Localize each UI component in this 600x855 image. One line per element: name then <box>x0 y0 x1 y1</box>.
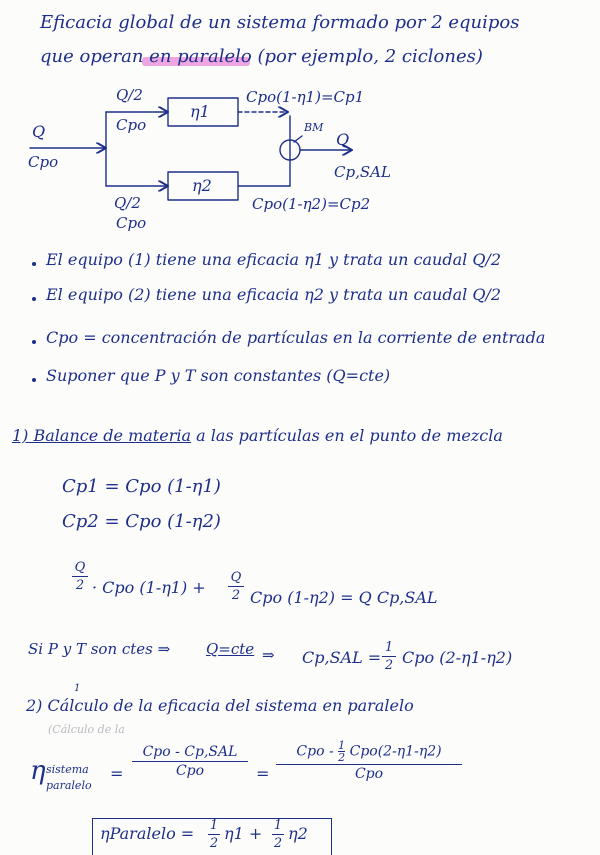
frac-num: 1 <box>273 818 283 833</box>
frac-den: Cpo <box>354 766 384 782</box>
result-term-a: η1 + <box>224 824 263 843</box>
frac-num: 1 <box>384 640 394 655</box>
result-half-b <box>272 818 284 851</box>
equals-1: = <box>110 764 124 783</box>
num2-b: Cpo(2-η1-η2) <box>349 743 442 760</box>
frac-num: 1 <box>209 818 219 833</box>
eta2-label: η2 <box>192 176 212 195</box>
bullet-dot <box>32 297 36 301</box>
bullet-3: Cpo = concentración de partículas en la corriente de entrada <box>46 328 546 347</box>
frac-den: 2 <box>384 658 394 673</box>
equation-balance-part-b: Cpo (1-η2) = Q Cp,SAL <box>250 588 438 607</box>
inline-half <box>338 740 345 763</box>
result-label: ηParalelo = <box>100 824 195 843</box>
fraction-q-over-2-a <box>72 560 88 593</box>
frac-num: Q <box>230 570 242 585</box>
top-flow-label: Q/2 <box>116 86 143 104</box>
frac-den: 2 <box>209 836 219 851</box>
frac-den: 2 <box>338 751 346 764</box>
bullet-dot <box>32 340 36 344</box>
top-conc-label: Cpo <box>116 116 147 134</box>
equation-balance-part-a: · Cpo (1-η1) + <box>92 578 206 597</box>
frac-num-composite <box>276 740 462 763</box>
fraction-q-over-2-b <box>228 570 244 603</box>
bottom-out-label: Cpo(1-η2)=Cp2 <box>252 195 371 213</box>
equals-2: = <box>256 764 270 783</box>
frac-den: 2 <box>273 836 283 851</box>
title-line-1: Eficacia global de un sistema formado por 2 equipos <box>40 12 520 33</box>
inlet-conc-label: Cpo <box>28 153 59 171</box>
frac-num: Q <box>74 560 86 575</box>
eta-sub-paralelo: paralelo <box>46 779 92 792</box>
bullet-4: Suponer que P y T son constantes (Q=cte) <box>46 366 391 385</box>
cp-sal-result-a: Cp,SAL = <box>302 648 382 667</box>
eta-sub-sistema: sistema <box>46 763 89 776</box>
title-part-c: (por ejemplo, 2 ciclones) <box>257 46 483 67</box>
equation-cp2: Cp2 = Cpo (1-η2) <box>62 511 221 532</box>
section1-heading-underlined: 1) Balance de materia <box>12 426 191 445</box>
outlet-flow-label: Q <box>336 130 350 149</box>
title-part-a: que operan <box>40 46 144 67</box>
result-term-b: η2 <box>288 824 308 843</box>
assumption-text: Si P y T son ctes ⇒ <box>28 640 171 658</box>
section2-heading: 2) Cálculo de la eficacia del sistema en paralelo <box>26 696 414 715</box>
frac-den: Cpo <box>175 763 205 779</box>
inlet-flow-label: Q <box>32 122 46 141</box>
frac-den: 2 <box>231 588 241 603</box>
fraction-half <box>382 640 396 673</box>
bullet-dot <box>32 378 36 382</box>
frac-den: 2 <box>75 578 85 593</box>
implies-arrow: ⇒ <box>262 646 275 664</box>
outlet-conc-label: Cp,SAL <box>334 163 391 181</box>
small-mark: 1 <box>74 683 81 694</box>
equation-cp1: Cp1 = Cpo (1-η1) <box>62 476 221 497</box>
frac-num: 1 <box>338 739 346 752</box>
section1-heading-rest: a las partículas en el punto de mezcla <box>196 426 503 445</box>
section1-heading <box>12 428 503 444</box>
title-highlighted: en paralelo <box>149 46 252 67</box>
bm-label: BM <box>304 121 324 134</box>
fraction-efficiency-2 <box>276 740 462 782</box>
num2-a: Cpo - <box>296 743 334 760</box>
result-half-a <box>208 818 220 851</box>
frac-num: Cpo - Cp,SAL <box>142 744 238 760</box>
top-out-label: Cpo(1-η1)=Cp1 <box>246 88 365 106</box>
bm-pointer <box>294 136 302 142</box>
bottom-flow-label: Q/2 <box>114 194 141 212</box>
bullet-1: El equipo (1) tiene una eficacia η1 y trata un caudal Q/2 <box>46 250 501 269</box>
bullet-2: El equipo (2) tiene una eficacia η2 y trata un caudal Q/2 <box>46 285 501 304</box>
bottom-conc-label: Cpo <box>116 214 147 232</box>
eta1-label: η1 <box>190 102 210 121</box>
eta-symbol: η <box>30 756 46 786</box>
bullet-dot <box>32 262 36 266</box>
faded-note: (Cálculo de la <box>48 723 125 736</box>
cp-sal-result-b: Cpo (2-η1-η2) <box>402 648 513 667</box>
fraction-efficiency-1 <box>132 744 248 779</box>
q-constant: Q=cte <box>206 640 255 658</box>
